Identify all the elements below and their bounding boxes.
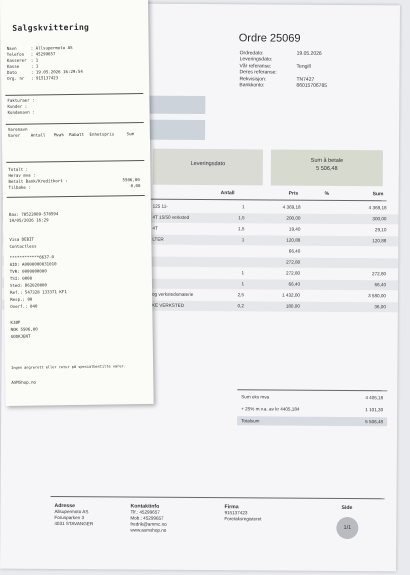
line-price: 4 369,18	[282, 204, 301, 210]
receipt-title: Salgskvittering	[12, 22, 90, 33]
footer-address	[54, 503, 93, 527]
totals-label: Sum eks mva	[241, 394, 270, 400]
receipt-header-line	[7, 75, 58, 81]
totals-row	[237, 392, 387, 402]
grand-total-label: Totalsum	[241, 418, 260, 424]
receipt-divider	[7, 195, 145, 198]
line-price: 66,40	[288, 281, 301, 287]
receipt-header-line	[7, 45, 73, 51]
column-header-percent: %	[324, 190, 330, 197]
receipt-header-value: : 1	[30, 57, 39, 63]
line-sum: 66,40	[374, 282, 387, 288]
receipt-total-label: Totalt :	[8, 166, 29, 172]
column-header-price: Pris	[288, 190, 299, 197]
order-detail-label: Deres referanse:	[239, 69, 277, 76]
receipt-terminal-line: TVR: 0000000000	[9, 268, 47, 274]
line-description: og verkstedsmaterie	[151, 291, 194, 297]
footer-address-line: 4031 STAVANGER	[54, 520, 94, 527]
delivery-date-box	[153, 149, 263, 186]
receipt-terminal-line: NOK 5506,00	[10, 326, 38, 332]
footer-contact-line: Mob.: 45299657	[130, 515, 164, 521]
totals-divider	[237, 389, 387, 391]
receipt-header-value: : 915137423	[31, 75, 59, 81]
footer-company-line: 915137423	[224, 510, 248, 516]
receipt-return-policy: Ingen angrerett eller retur på spesialbestilte varer.	[11, 364, 126, 370]
order-detail-label: Vår referanse:	[239, 63, 272, 70]
totals-label: + 25% m.v.a. av kr 4405,184	[241, 406, 300, 412]
receipt-item-columns	[8, 131, 134, 138]
receipt-paid-value: 5506,00	[122, 177, 140, 183]
order-detail-value: Tengill	[296, 63, 311, 70]
page-number-badge: 1/1	[336, 517, 358, 539]
invoice-title: Ordre 25069	[238, 32, 301, 45]
line-sum: 4 369,18	[368, 205, 387, 211]
order-detail-row	[239, 82, 359, 89]
receipt-item-column: Varer	[7, 132, 21, 138]
line-price: 19,40	[288, 226, 301, 232]
line-qty: 1,5	[238, 226, 245, 232]
footer-contact-line: www.asmshop.no	[130, 527, 167, 533]
footer-address-line: Allsupermoto AS	[54, 508, 89, 515]
totals-row	[237, 404, 387, 414]
receipt-terminal-line: Overf.: 040	[10, 303, 38, 309]
receipt-header-line	[7, 63, 38, 69]
receipt-header-label: Kasserer	[6, 57, 27, 63]
receipt-divider	[5, 93, 143, 96]
receipt-terminal-line: Bax: 78522089-570594	[8, 211, 59, 217]
order-detail-label: Ordredato:	[239, 50, 264, 57]
line-price: 66,40	[288, 248, 301, 254]
grand-total-value: 5 506,48	[365, 419, 384, 425]
line-qty: 1	[241, 270, 245, 276]
line-description: KE VERKSTED	[151, 302, 185, 308]
receipt-website: ASMShop.no	[11, 379, 37, 385]
receipt-item-column: Sum	[126, 131, 135, 137]
receipt-change-value: 0,00	[130, 183, 141, 189]
footer-page-title: Side	[341, 504, 353, 512]
receipt-header-label: Navn	[6, 45, 17, 51]
line-description: 4T	[152, 225, 158, 231]
line-sum: 36,00	[374, 304, 386, 310]
receipt-terminal-line: KJØP	[10, 319, 21, 325]
line-qty: 0,2	[237, 303, 244, 309]
footer-contact-line: Tlf.: 45299657	[130, 509, 160, 515]
receipt-divider	[6, 122, 144, 125]
footer-company	[224, 504, 261, 522]
line-description: 4T 15/50 verksted	[152, 214, 190, 220]
column-header-sum: Sum	[372, 191, 384, 198]
receipt-item-column: Rabatt	[69, 131, 85, 138]
address-slab	[143, 120, 205, 140]
receipt-header-line	[7, 51, 56, 57]
line-price: 200,00	[286, 215, 301, 221]
receipt-header-label: Org. nr	[7, 75, 25, 81]
receipt-terminal-line: AID: A0000000031010	[9, 261, 57, 267]
receipt-item-column: Antall	[30, 132, 46, 138]
order-detail-value: TN7427	[296, 76, 315, 83]
receipt-terminal-line: Resp.: 00	[10, 296, 33, 302]
order-detail-value: 19.05.2026	[296, 50, 322, 57]
line-description: 125 11-	[152, 203, 168, 209]
amount-due-box-title: Sum å betale	[310, 157, 344, 164]
order-detail-label: Bankkonto:	[239, 82, 265, 89]
footer-company-title: Firma	[224, 504, 239, 511]
line-qty: 2,5	[237, 292, 244, 298]
line-sum: 3 580,00	[368, 293, 386, 299]
receipt-paid-label: Betalt Bank/Kreditkort :	[8, 178, 68, 184]
receipt-divider	[6, 160, 144, 163]
line-price: 120,88	[286, 237, 301, 243]
receipt-item-column: Mva%	[53, 132, 64, 138]
receipt-header-label: Dato	[6, 69, 17, 75]
line-sum: 300,00	[372, 216, 387, 222]
receipt-invoices: Fakturaer :	[7, 97, 35, 103]
totals-value: 1 101,30	[365, 407, 384, 413]
receipt-vat-label: Herav mva :	[8, 172, 36, 178]
receipt-header-label: Kasse	[6, 63, 20, 69]
line-qty: 1	[241, 281, 245, 287]
sales-receipt	[0, 0, 154, 406]
receipt-terminal-line: Sted: 862020000	[9, 282, 48, 288]
receipt-item-column: Enhetspris	[89, 131, 115, 137]
footer-address-line: Forusparken 3	[54, 514, 85, 521]
delivery-date-box-title: Leveringsdato	[190, 160, 226, 168]
receipt-terminal-line: Visa DEBIT	[9, 236, 35, 242]
totals-value: 4 405,18	[365, 395, 384, 401]
receipt-header-line	[7, 69, 83, 75]
line-price: 1 432,00	[282, 292, 300, 298]
line-qty: 1,5	[238, 215, 245, 221]
line-description: LTER	[152, 236, 164, 242]
receipt-header-value: : 19.05.2026 16:29:54	[30, 68, 83, 75]
footer-address-title: Adresse	[54, 502, 75, 510]
amount-due-box-value: 5 506,48	[316, 165, 338, 172]
line-sum: 120,88	[372, 238, 387, 244]
footer-contact-line: fredrik@ammc.no	[130, 521, 167, 527]
receipt-header-value: : 45299657	[30, 51, 56, 57]
receipt-terminal-line: TSI: 0000	[9, 275, 33, 281]
footer-divider	[51, 496, 385, 499]
receipt-customer-name: Kundenavn :	[7, 109, 35, 115]
line-price: 272,80	[286, 259, 301, 265]
order-detail-value: 86015706785	[296, 82, 328, 89]
order-details	[239, 50, 359, 89]
receipt-header-value: : 1	[30, 63, 39, 69]
receipt-terminal-line: 19/05/2026 16:29	[9, 217, 49, 223]
receipt-header-value: : Allsupermoto AS	[30, 44, 73, 51]
footer-contact	[130, 504, 167, 534]
receipt-header-line	[7, 57, 38, 63]
receipt-terminal-line: Contactless	[9, 243, 37, 249]
line-sum: 29,10	[374, 227, 387, 233]
receipt-change-label: Tilbake :	[8, 184, 31, 190]
order-detail-label: Rekvisisjon:	[239, 75, 267, 83]
line-price: 272,80	[286, 270, 301, 276]
grand-total-row	[237, 416, 387, 426]
footer-contact-title: Kontaktinfo	[130, 503, 160, 510]
amount-due-box	[271, 149, 383, 186]
address-slab	[143, 96, 205, 114]
footer-company-line: Foretaksregisteret	[224, 516, 262, 522]
order-detail-label: Leveringsdato:	[239, 56, 273, 63]
line-qty: 1	[241, 237, 245, 243]
line-qty: 1	[242, 204, 245, 210]
receipt-item-name-header: Varenavn	[7, 126, 28, 132]
receipt-header-label: Telefon	[6, 51, 25, 57]
receipt-terminal-line: Ref.: 547328 133371 KF1	[10, 289, 67, 295]
line-price: 180,00	[285, 303, 300, 309]
receipt-customers: Kunder :	[7, 103, 28, 109]
line-sum: 272,80	[372, 271, 387, 277]
receipt-terminal-line: GODKJENT	[10, 333, 31, 339]
receipt-terminal-line: ************6637-0	[9, 254, 55, 260]
column-header-qty: Antall	[220, 190, 235, 197]
